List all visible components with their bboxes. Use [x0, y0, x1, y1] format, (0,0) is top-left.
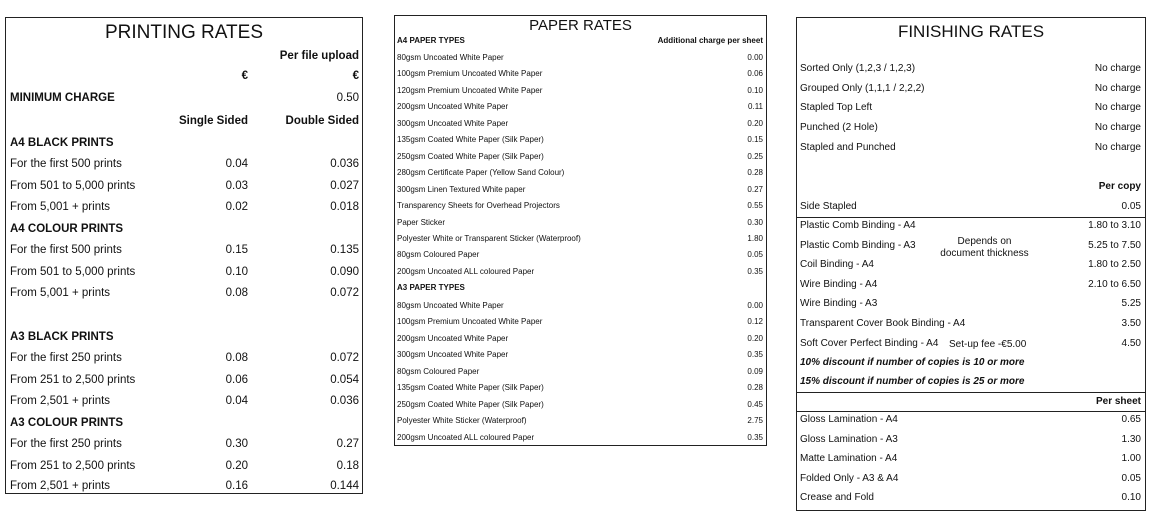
minimum-charge-value: 0.50 — [336, 92, 359, 104]
table-row — [797, 122, 1145, 142]
row-value: 1.00 — [1121, 453, 1141, 465]
row-label: Grouped Only (1,1,1 / 2,2,2) — [800, 82, 925, 94]
a4-colour-heading: A4 COLOUR PRINTS — [10, 223, 124, 235]
row-label: 200gsm Uncoated ALL coloured Paper — [397, 432, 535, 442]
row-label: From 5,001 + prints — [10, 201, 111, 213]
row-label: Plastic Comb Binding - A4 — [800, 220, 916, 231]
row-value: 0.25 — [747, 151, 763, 161]
per-file-upload-header: Per file upload — [279, 50, 359, 62]
section-heading — [6, 331, 362, 353]
per-copy-header-row — [797, 181, 1145, 201]
table-row — [797, 492, 1145, 512]
single-price: 0.20 — [225, 460, 248, 472]
currency-single: € — [241, 70, 248, 82]
row-label: Wire Binding - A4 — [800, 278, 878, 290]
row-value: 0.45 — [747, 399, 763, 409]
table-row — [797, 63, 1145, 83]
sides-header-row — [6, 115, 362, 137]
row-label: Paper Sticker — [397, 217, 446, 227]
table-row — [797, 83, 1145, 103]
row-label: From 2,501 + prints — [10, 395, 111, 407]
depends-on-thickness-note: Depends on document thickness — [940, 236, 1029, 259]
row-label: 135gsm Coated White Paper (Silk Paper) — [397, 135, 544, 145]
table-row — [395, 367, 766, 384]
row-value: 0.35 — [747, 432, 763, 442]
discount-15-note: 15% discount if number of copies is 25 or more — [800, 376, 1025, 387]
row-value: 5.25 to 7.50 — [1088, 239, 1141, 251]
table-row — [395, 102, 766, 119]
double-price: 0.027 — [330, 180, 359, 192]
row-label: From 2,501 + prints — [10, 480, 111, 492]
row-value: 0.12 — [747, 317, 763, 327]
row-value: 0.10 — [747, 85, 763, 95]
row-value: 2.75 — [747, 416, 763, 426]
row-value: No charge — [1094, 141, 1141, 153]
row-value: 0.20 — [747, 118, 763, 128]
minimum-charge-row — [6, 92, 362, 114]
discount-10-note: 10% discount if number of copies is 10 or more — [800, 357, 1025, 368]
row-label: 80gsm Uncoated White Paper — [397, 53, 504, 62]
row-label: Transparent Cover Book Binding - A4 — [800, 318, 966, 329]
double-sided-header: Double Sided — [285, 115, 359, 127]
row-value: No charge — [1094, 102, 1141, 114]
row-value: 0.06 — [747, 69, 763, 79]
single-price: 0.08 — [225, 352, 248, 364]
row-label: Stapled Top Left — [800, 102, 873, 114]
row-label: 100gsm Premium Uncoated White Paper — [397, 69, 543, 79]
table-row — [395, 334, 766, 351]
finishing-rates-panel — [796, 17, 1146, 511]
table-row — [797, 318, 1145, 338]
table-row — [6, 201, 362, 223]
section-heading — [395, 283, 766, 300]
single-price: 0.16 — [225, 480, 248, 492]
table-row — [395, 317, 766, 334]
row-value: 0.35 — [747, 266, 763, 276]
row-value: 0.05 — [1121, 201, 1141, 212]
currency-header-row — [6, 70, 362, 92]
table-row — [395, 69, 766, 86]
table-row — [6, 266, 362, 288]
row-value: 0.11 — [748, 102, 763, 112]
row-value: 4.50 — [1121, 337, 1141, 349]
table-row — [6, 460, 362, 482]
row-label: Transparency Sheets for Overhead Projectors — [397, 201, 560, 211]
double-price: 0.054 — [330, 374, 359, 386]
divider — [797, 392, 1145, 393]
section-heading — [6, 137, 362, 159]
finishing-rates-title: FINISHING RATES — [897, 22, 1045, 41]
table-row — [6, 480, 362, 502]
a3-colour-heading: A3 COLOUR PRINTS — [10, 417, 124, 429]
double-price: 0.018 — [330, 201, 359, 213]
a3-black-heading: A3 BLACK PRINTS — [10, 331, 114, 343]
table-row — [797, 434, 1145, 454]
divider — [797, 411, 1145, 412]
per-sheet-header-row — [797, 396, 1145, 416]
table-row — [395, 433, 766, 450]
table-row — [797, 142, 1145, 162]
row-label: Punched (2 Hole) — [800, 122, 878, 134]
row-label: Side Stapled — [800, 201, 857, 212]
paper-rates-title: PAPER RATES — [529, 17, 632, 34]
row-value: 0.05 — [1121, 472, 1141, 484]
single-price: 0.08 — [225, 287, 248, 299]
table-row — [797, 279, 1145, 299]
table-row — [6, 395, 362, 417]
row-value: 0.65 — [1121, 414, 1141, 425]
row-value: 0.15 — [747, 135, 763, 145]
row-label: For the first 500 prints — [10, 158, 122, 170]
row-label: Gloss Lamination - A3 — [800, 433, 898, 445]
table-row — [6, 287, 362, 309]
table-row — [395, 168, 766, 185]
table-row — [797, 102, 1145, 122]
row-label: 135gsm Coated White Paper (Silk Paper) — [397, 383, 544, 393]
row-label: Polyester White or Transparent Sticker (Waterproof) — [397, 233, 581, 243]
table-row — [395, 119, 766, 136]
table-row — [797, 414, 1145, 434]
double-price: 0.090 — [330, 266, 359, 278]
table-row — [6, 438, 362, 460]
row-label: Folded Only - A3 & A4 — [800, 472, 899, 484]
row-label: 100gsm Premium Uncoated White Paper — [397, 317, 543, 327]
row-label: From 501 to 5,000 prints — [10, 180, 136, 192]
row-value: 0.55 — [747, 201, 763, 211]
single-price: 0.30 — [225, 438, 248, 450]
double-price: 0.144 — [330, 480, 359, 492]
table-row — [395, 400, 766, 417]
paper-rates-panel — [394, 15, 767, 446]
double-price: 0.036 — [330, 158, 359, 170]
row-label: For the first 500 prints — [10, 244, 122, 256]
row-value: 3.50 — [1121, 318, 1141, 329]
table-row — [395, 267, 766, 284]
table-row — [797, 259, 1145, 279]
divider — [797, 217, 1145, 218]
row-label: Wire Binding - A3 — [800, 298, 878, 310]
row-label: Plastic Comb Binding - A3 — [800, 239, 916, 251]
table-row — [395, 201, 766, 218]
row-value: No charge — [1094, 63, 1141, 74]
row-value: No charge — [1094, 82, 1141, 94]
row-label: Crease and Fold — [800, 492, 874, 504]
section-heading — [6, 417, 362, 439]
row-value: 1.80 to 2.50 — [1088, 259, 1141, 271]
row-label: 80gsm Coloured Paper — [397, 250, 480, 260]
table-row — [6, 374, 362, 396]
row-value: 0.28 — [747, 168, 763, 178]
row-value: 0.30 — [747, 217, 763, 227]
single-price: 0.02 — [225, 201, 248, 213]
double-price: 0.135 — [330, 244, 359, 256]
per-sheet-header: Per sheet — [1095, 396, 1141, 407]
per-file-header-row — [6, 50, 362, 72]
row-label: Sorted Only (1,2,3 / 1,2,3) — [800, 63, 916, 74]
row-value: 0.05 — [747, 250, 763, 260]
row-label: For the first 250 prints — [10, 352, 122, 364]
double-price: 0.27 — [336, 438, 359, 450]
table-row — [395, 250, 766, 267]
row-label: Polyester White Sticker (Waterproof) — [397, 416, 527, 426]
single-price: 0.04 — [225, 158, 248, 170]
single-price: 0.15 — [225, 244, 248, 256]
printing-rates-panel — [5, 17, 363, 494]
row-label: For the first 250 prints — [10, 438, 122, 450]
table-row — [797, 298, 1145, 318]
row-label: 80gsm Coloured Paper — [397, 366, 480, 376]
a4-paper-heading: A4 PAPER TYPES — [397, 36, 465, 45]
additional-charge-header: Additional charge per sheet — [657, 36, 763, 45]
paper-header-row — [395, 36, 766, 53]
row-label: 200gsm Uncoated White Paper — [397, 102, 509, 112]
table-row — [797, 473, 1145, 493]
row-value: 0.35 — [747, 350, 763, 360]
table-row — [6, 158, 362, 180]
table-row — [797, 453, 1145, 473]
a3-paper-heading: A3 PAPER TYPES — [397, 283, 465, 292]
table-row — [395, 234, 766, 251]
table-row — [395, 301, 766, 318]
minimum-charge-label: MINIMUM CHARGE — [10, 92, 115, 104]
row-value: 0.09 — [747, 366, 763, 376]
row-value: 0.00 — [747, 301, 763, 310]
row-label: Matte Lamination - A4 — [800, 453, 898, 465]
row-value: 1.80 — [747, 233, 763, 243]
discount-row — [797, 357, 1145, 377]
row-value: 1.30 — [1121, 433, 1141, 445]
row-label: 300gsm Uncoated White Paper — [397, 118, 509, 128]
row-label: 200gsm Uncoated ALL coloured Paper — [397, 266, 535, 276]
table-row — [6, 244, 362, 266]
row-value: 2.10 to 6.50 — [1088, 278, 1141, 290]
per-copy-header: Per copy — [1098, 181, 1141, 192]
row-label: From 251 to 2,500 prints — [10, 460, 136, 472]
row-label: 200gsm Uncoated White Paper — [397, 333, 509, 343]
row-value: 0.28 — [747, 383, 763, 393]
row-label: Stapled and Punched — [800, 141, 896, 153]
double-price: 0.072 — [330, 287, 359, 299]
single-sided-header: Single Sided — [178, 115, 248, 127]
table-row — [395, 416, 766, 433]
row-label: 250gsm Coated White Paper (Silk Paper) — [397, 151, 544, 161]
table-row — [395, 152, 766, 169]
table-row — [395, 185, 766, 202]
table-row — [6, 180, 362, 202]
row-label: 250gsm Coated White Paper (Silk Paper) — [397, 399, 544, 409]
row-value: 1.80 to 3.10 — [1088, 220, 1141, 231]
row-label: Gloss Lamination - A4 — [800, 414, 898, 425]
double-price: 0.036 — [330, 395, 359, 407]
single-price: 0.04 — [225, 395, 248, 407]
row-label: 300gsm Linen Textured White paper — [397, 184, 526, 194]
table-row — [395, 350, 766, 367]
row-label: Coil Binding - A4 — [800, 259, 874, 271]
printing-rates-title: PRINTING RATES — [105, 22, 263, 43]
row-value: 0.00 — [747, 53, 763, 62]
table-row — [395, 86, 766, 103]
row-label: 120gsm Premium Uncoated White Paper — [397, 85, 543, 95]
section-heading — [6, 223, 362, 245]
row-label: Soft Cover Perfect Binding - A4 — [800, 337, 939, 349]
double-price: 0.072 — [330, 352, 359, 364]
row-value: 5.25 — [1121, 298, 1141, 310]
row-value: 0.27 — [747, 184, 763, 194]
table-row — [395, 53, 766, 70]
table-row — [395, 218, 766, 235]
single-price: 0.03 — [225, 180, 248, 192]
table-row — [395, 135, 766, 152]
row-value: 0.10 — [1121, 492, 1141, 504]
row-label: 280gsm Certificate Paper (Yellow Sand Colour) — [397, 168, 565, 178]
a4-black-heading: A4 BLACK PRINTS — [10, 137, 114, 149]
row-label: 80gsm Uncoated White Paper — [397, 301, 504, 310]
table-row — [6, 352, 362, 374]
row-label: From 5,001 + prints — [10, 287, 111, 299]
double-price: 0.18 — [336, 460, 359, 472]
row-label: From 501 to 5,000 prints — [10, 266, 136, 278]
setup-fee-note: Set-up fee -€5.00 — [949, 339, 1027, 350]
single-price: 0.10 — [225, 266, 248, 278]
table-row — [395, 383, 766, 400]
currency-double: € — [352, 70, 359, 82]
single-price: 0.06 — [225, 374, 248, 386]
row-value: 0.20 — [747, 333, 763, 343]
row-label: 300gsm Uncoated White Paper — [397, 350, 509, 360]
row-label: From 251 to 2,500 prints — [10, 374, 136, 386]
row-value: No charge — [1094, 122, 1141, 134]
